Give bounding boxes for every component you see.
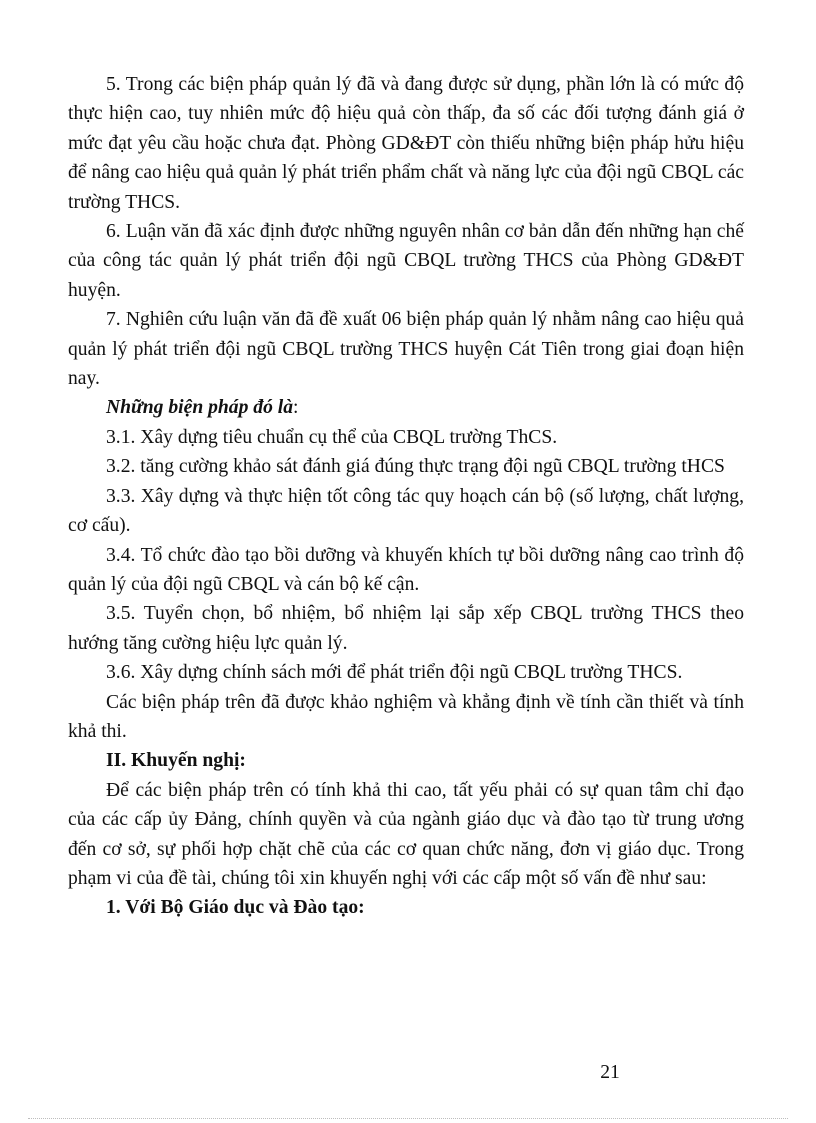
- paragraph-conclusion-6: 6. Luận văn đã xác định được những nguyên nhân cơ bản dẫn đến những hạn chế của công tác quản lý phát triển đội ngũ CBQL trường THCS của Phòng GD&ĐT huyện.: [68, 221, 744, 301]
- measures-heading-line: [68, 393, 744, 422]
- subheading-ministry: 1. Với Bộ Giáo dục và Đào tạo:: [106, 897, 365, 919]
- measures-heading: Những biện pháp đó là: [106, 397, 294, 419]
- paragraph-conclusion-5: 5. Trong các biện pháp quản lý đã và đang được sử dụng, phần lớn là có mức độ thực hiện cao, tuy nhiên mức độ hiệu quả còn thấp, đa số các đối tượng đánh giá ở mức đạt yêu cầu hoặc chưa đạt. Phòng GD&ĐT còn thiếu những biện pháp hửu hiệu để nâng cao hiệu quả quản lý phát triển phẩm chất và năng lực của đội ngũ CBQL các trường THCS.: [68, 74, 744, 213]
- document-body: [68, 70, 744, 923]
- measures-heading-colon: :: [293, 397, 299, 419]
- page-number: 21: [600, 1062, 620, 1083]
- paragraph-summary: Các biện pháp trên đã được khảo nghiệm và khẳng định về tính cần thiết và tính khả thi.: [68, 691, 744, 742]
- measure-item-2: 3.2. tăng cường khảo sát đánh giá đúng thực trạng đội ngũ CBQL trường tHCS: [106, 456, 725, 478]
- section-heading-recommendations: II. Khuyến nghị:: [106, 750, 246, 772]
- measure-item-5: 3.5. Tuyển chọn, bổ nhiệm, bổ nhiệm lại sắp xếp CBQL trường THCS theo hướng tăng cường hiệu lực quản lý.: [68, 603, 744, 654]
- measure-item-6: 3.6. Xây dựng chính sách mới để phát triển đội ngũ CBQL trường THCS.: [106, 662, 683, 684]
- page-bottom-divider: [28, 1118, 788, 1119]
- measure-item-1: 3.1. Xây dựng tiêu chuẩn cụ thể của CBQL trường ThCS.: [106, 426, 558, 448]
- paragraph-recommend-intro: Để các biện pháp trên có tính khả thi cao, tất yếu phải có sự quan tâm chỉ đạo của các cấp ủy Đảng, chính quyền và của ngành giáo dục và đào tạo từ trung ương đến cơ sở, sự phối hợp chặt chẽ của các cơ quan chức năng, đơn vị giáo dục. Trong phạm vi của đề tài, chúng tôi xin khuyến nghị với các cấp một số vấn đề như sau:: [68, 779, 744, 889]
- measure-item-3: 3.3. Xây dựng và thực hiện tốt công tác quy hoạch cán bộ (số lượng, chất lượng, cơ cấu).: [68, 485, 744, 537]
- paragraph-conclusion-7: 7. Nghiên cứu luận văn đã đề xuất 06 biện pháp quản lý nhằm nâng cao hiệu quả quản lý phát triển đội ngũ CBQL trường THCS huyện Cát Tiên trong giai đoạn hiện nay.: [68, 309, 744, 390]
- measure-item-4: 3.4. Tổ chức đào tạo bồi dưỡng và khuyến khích tự bồi dưỡng nâng cao trình độ quản lý của đội ngũ CBQL và cán bộ kế cận.: [68, 544, 744, 595]
